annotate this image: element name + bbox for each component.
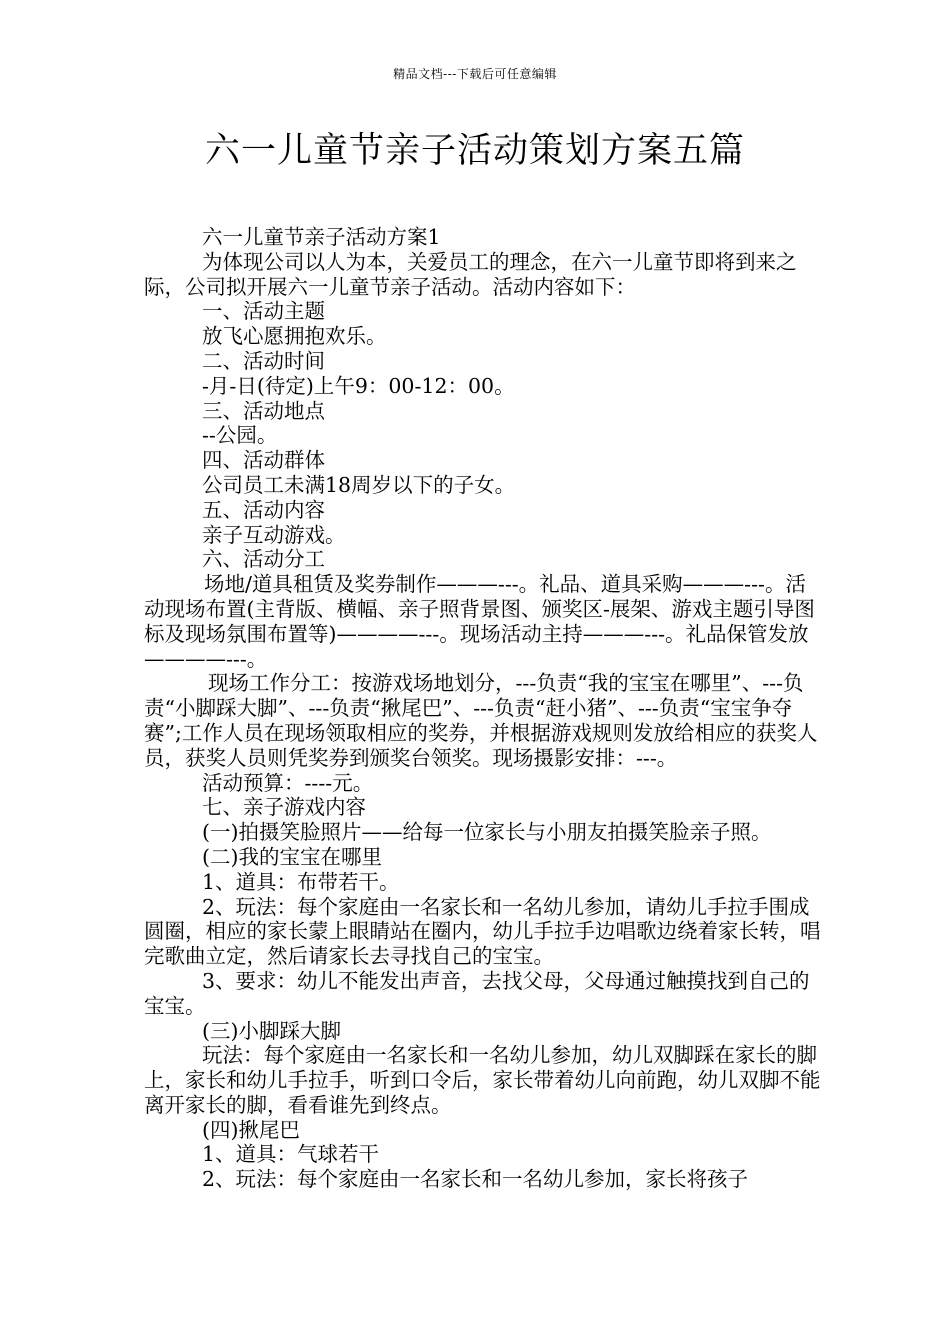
section-heading: 一、活动主题 — [202, 299, 325, 324]
paragraph: 放飞心愿拥抱欢乐。 — [202, 324, 387, 349]
paragraph: 公司员工未满18周岁以下的子女。 — [202, 472, 516, 497]
page-header: 精品文档---下载后可任意编辑 — [393, 67, 557, 81]
subsection-heading: (四)揪尾巴 — [202, 1117, 300, 1142]
document-body — [144, 225, 824, 1192]
section-heading: 三、活动地点 — [202, 398, 325, 423]
paragraph: 3、要求：幼儿不能发出声音，去找父母，父母通过触摸找到自己的宝宝。 — [144, 968, 810, 1018]
paragraph: 场地/道具租赁及奖券制作———---。礼品、道具采购———---。活动现场布置(主背版、横幅、亲子照背景图、颁奖区-展架、游戏主题引导图标及现场氛围布置等)————---。现场活动主持———---。礼品保管发放————---。 — [144, 572, 815, 671]
document-title: 六一儿童节亲子活动策划方案五篇 — [204, 131, 745, 171]
section-heading: 四、活动群体 — [202, 448, 325, 473]
paragraph: 1、道具：布带若干。 — [202, 869, 400, 894]
paragraph: -月-日(待定)上午9：00-12：00。 — [202, 373, 515, 398]
paragraph: 亲子互动游戏。 — [202, 522, 346, 547]
paragraph: 现场工作分工：按游戏场地划分，---负责“我的宝宝在哪里”、---负责“小脚踩大脚”、---负责“揪尾巴”、---负责“赶小猪”、---负责“宝宝争夺赛”;工作人员在现场领取相应的奖券，并根据游戏规则发放给相应的获奖人员，获奖人员则凭奖券到颁奖台领奖。现场摄影安排：---。 — [144, 671, 818, 770]
paragraph: 玩法：每个家庭由一名家长和一名幼儿参加，幼儿双脚踩在家长的脚上，家长和幼儿手拉手，听到口令后，家长带着幼儿向前跑，幼儿双脚不能离开家长的脚，看看谁先到终点。 — [144, 1043, 821, 1117]
paragraph: (一)拍摄笑脸照片——给每一位家长与小朋友拍摄笑脸亲子照。 — [202, 820, 772, 845]
section-heading: 七、亲子游戏内容 — [202, 795, 366, 820]
paragraph: 为体现公司以人为本，关爱员工的理念，在六一儿童节即将到来之际，公司拟开展六一儿童节亲子活动。活动内容如下： — [144, 249, 797, 299]
subsection-heading: (三)小脚踩大脚 — [202, 1018, 341, 1043]
paragraph: 2、玩法：每个家庭由一名家长和一名幼儿参加，请幼儿手拉手围成圆圈，相应的家长蒙上眼睛站在圈内，幼儿手拉手边唱歌边绕着家长转，唱完歌曲立定，然后请家长去寻找自己的宝宝。 — [144, 894, 821, 969]
paragraph: 2、玩法：每个家庭由一名家长和一名幼儿参加，家长将孩子 — [202, 1167, 749, 1192]
section-heading: 六、活动分工 — [202, 547, 325, 572]
paragraph: 1、道具：气球若干 — [202, 1142, 380, 1167]
section-heading: 二、活动时间 — [202, 348, 325, 373]
section-heading: 五、活动内容 — [202, 497, 325, 522]
subsection-heading: (二)我的宝宝在哪里 — [202, 844, 382, 869]
section-heading: 六一儿童节亲子活动方案1 — [202, 225, 441, 249]
paragraph: 活动预算：----元。 — [202, 770, 374, 795]
paragraph: --公园。 — [202, 423, 278, 448]
